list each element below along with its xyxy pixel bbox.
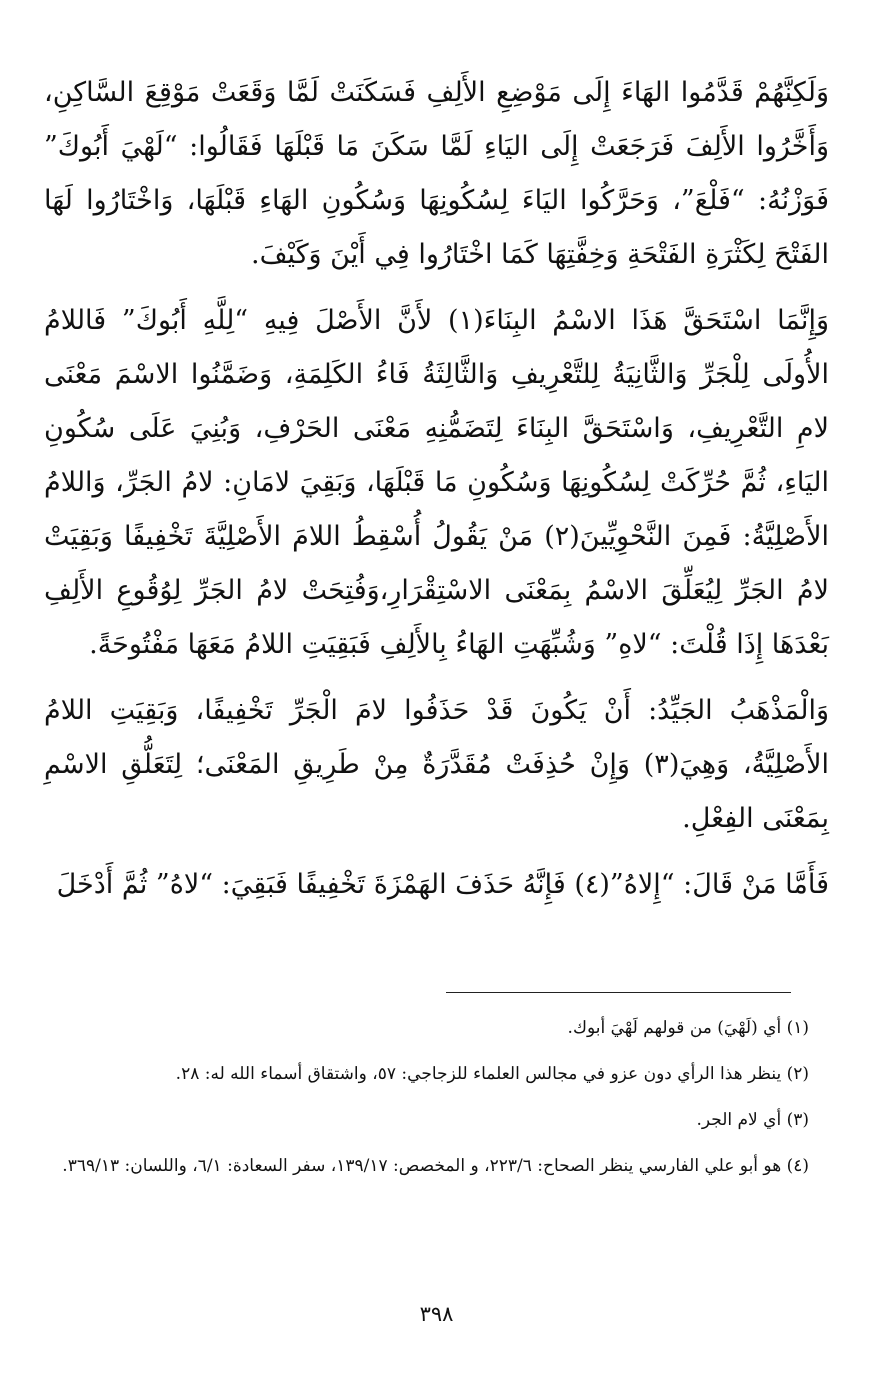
footnote-3: (٣) أي لام الجر. — [696, 1110, 809, 1130]
paragraph-2: وَإِنَّمَا اسْتَحَقَّ هَذَا الاسْمُ البِنَاءَ(١) لأَنَّ الأَصْلَ فِيهِ “لِلَّهِ أَبُوكَ” فَاللامُ الأُولَى لِلْجَرِّ وَالثَّانِيَةُ لِلتَّعْرِيفِ وَالثَّالِثَةُ فَاءُ الكَلِمَةِ، وَضَمَّنُوا الاسْمَ مَعْنَى لامِ التَّعْرِيفِ، وَاسْتَحَقَّ البِنَاءَ لِتَضَمُّنِهِ مَعْنَى الحَرْفِ، وَبُنِيَ عَلَى سُكُونِ اليَاءِ، ثُمَّ حُرِّكَتْ لِسُكُونِهَا وَسُكُونِ مَا قَبْلَهَا، وَبَقِيَ لامَانِ: لامُ الجَرِّ، وَاللامُ الأَصْلِيَّةُ: فَمِنَ النَّحْوِيِّينَ(٢) مَنْ يَقُولُ أُسْقِطُ اللامَ الأَصْلِيَّةَ تَخْفِيفًا وَبَقِيَتْ لامُ الجَرِّ لِيُعَلِّقَ الاسْمُ بِمَعْنَى الاسْتِقْرَارِ،وَفُتِحَتْ لامُ الجَرِّ لِوُقُوعِ الأَلِفِ بَعْدَهَا إِذَا قُلْتَ: “لاهِ” وَشُبِّهَتِ الهَاءُ بِالأَلِفِ فَبَقِيَتِ اللامُ مَعَهَا مَفْتُوحَةً. — [44, 305, 829, 660]
footnotes — [44, 1010, 809, 1194]
paragraph-3: وَالْمَذْهَبُ الجَيِّدُ: أَنْ يَكُونَ قَدْ حَذَفُوا لامَ الْجَرِّ تَخْفِيفًا، وَبَقِيَتِ اللامُ الأَصْلِيَّةُ، وَهِيَ(٣) وَإِنْ حُذِفَتْ مُقَدَّرَةٌ مِنْ طَرِيقِ المَعْنَى؛ لِتَعَلُّقِ الاسْمِ بِمَعْنَى الفِعْلِ. — [44, 695, 830, 834]
footnote-4: (٤) هو أبو علي الفارسي ينظر الصحاح: ٢٢٣/٦، و المخصص: ١٣٩/١٧، سفر السعادة: ٦/١، واللسان: ٣٦٩/١٣. — [62, 1156, 809, 1176]
footnote-2: (٢) ينظر هذا الرأي دون عزو في مجالس العلماء للزجاجي: ٥٧، واشتقاق أسماء الله له: ٢٨. — [175, 1064, 809, 1084]
paragraph-1: وَلَكِنَّهُمْ قَدَّمُوا الهَاءَ إِلَى مَوْضِعِ الأَلِفِ فَسَكَنَتْ لَمَّا وَقَعَتْ مَوْقِعَ السَّاكِنِ، وَأَخَّرُوا الأَلِفَ فَرَجَعَتْ إِلَى اليَاءِ لَمَّا سَكَنَ مَا قَبْلَهَا فَقَالُوا: “لَهْيَ أَبُوكَ” فَوَزْنُهُ: “فَلْعَ”، وَحَرَّكُوا اليَاءَ لِسُكُونِهَا وَسُكُونِ الهَاءِ قَبْلَهَا، وَاخْتَارُوا لَهَا الفَتْحَ لِكَثْرَةِ الفَتْحَةِ وَخِفَّتِهَا كَمَا اخْتَارُوا فِي أَيْنَ وَكَيْفَ. — [44, 77, 829, 270]
paragraph-4: فَأَمَّا مَنْ قَالَ: “إِلاهُ”(٤) فَإِنَّهُ حَذَفَ الهَمْزَةَ تَخْفِيفًا فَبَقِيَ: “لاهُ” ثُمَّ أَدْخَلَ — [56, 869, 829, 900]
footnote-1: (١) أي (لَهْيَ) من قولهم لَهْيَ أبوك. — [567, 1018, 809, 1038]
footnote-divider — [446, 992, 791, 993]
page-number: ٣٩٨ — [419, 1302, 454, 1326]
main-text — [44, 66, 829, 912]
